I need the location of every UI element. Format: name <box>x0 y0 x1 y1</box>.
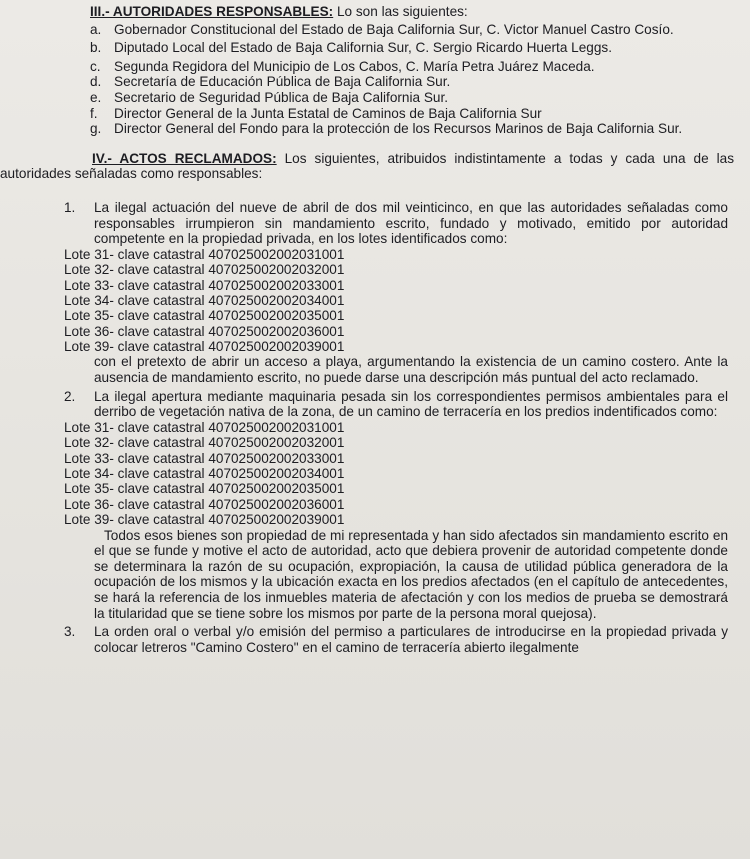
act-item <box>0 200 738 386</box>
authority-item <box>0 59 738 75</box>
act-text: La ilegal actuación del nueve de abril de dos mil veinticinco, en que las autoridades señaladas como responsables irrumpieron sin mandamiento escrito, fundado y motivado, emitido por autoridad competente en la propiedad privada, en los lotes identificados como: <box>94 199 728 247</box>
list-marker: d. <box>90 74 102 90</box>
act-followup-text: con el pretexto de abrir un acceso a playa, argumentando la existencia de un camino costero. Ante la ausencia de mandamiento escrito, no puede darse una descripción más puntual del acto reclamado. <box>94 354 728 386</box>
list-marker: 1. <box>64 199 76 215</box>
acts-list <box>0 200 738 655</box>
lote-entry: Lote 31- clave catastral 407025002002031001 <box>64 246 345 262</box>
lote-entry: Lote 35- clave catastral 407025002002035001 <box>64 481 345 497</box>
authority-text: Secretario de Seguridad Pública de Baja California Sur. <box>114 89 449 105</box>
authorities-list <box>0 22 738 137</box>
list-marker: e. <box>90 89 102 105</box>
lote-entry: Lote 35- clave catastral 407025002002035001 <box>64 308 345 324</box>
section-3-heading: III.- AUTORIDADES RESPONSABLES: <box>90 4 334 19</box>
lote-entry: Lote 32- clave catastral 407025002002032001 <box>64 262 345 278</box>
act-text: La ilegal apertura mediante maquinaria pesada sin los correspondientes permisos ambientales para el derribo de vegetación nativa de la zona, de un camino de terracería en los predios indentificados como: <box>94 388 728 420</box>
list-marker: c. <box>90 58 101 74</box>
authority-item <box>0 106 738 122</box>
list-marker: a. <box>90 21 102 37</box>
act-item <box>0 389 738 621</box>
section-3-title <box>90 4 738 20</box>
lote-entry: Lote 36- clave catastral 407025002002036001 <box>64 323 345 339</box>
act-followup-text: Todos esos bienes son propiedad de mi representada y han sido afectados sin mandamiento escrito en el que se funde y motive el acto de autoridad, acto que debiera provenir de autoridad competente donde se determinara la razón de su ocupación, expropiación, la causa de utilidad pública generadora de la ocupación de los mismos y la ubicación exacta en los predios afectados (en el capítulo de antecedentes, se hará la referencia de los inmuebles materia de afectación y con los medios de prueba se demostrará la titularidad que se tiene sobre los mismos por parte de la persona moral quejosa). <box>94 527 728 621</box>
lote-entry: Lote 33- clave catastral 407025002002033001 <box>64 450 345 466</box>
lote-entry: Lote 39- clave catastral 407025002002039001 <box>64 339 345 355</box>
lote-entry: Lote 36- clave catastral 407025002002036001 <box>64 496 345 512</box>
act-item <box>0 624 738 655</box>
lote-entry: Lote 31- clave catastral 407025002002031001 <box>64 419 345 435</box>
list-marker: b. <box>90 40 102 56</box>
section-3-intro: Lo son las siguientes: <box>333 4 468 19</box>
lote-entry: Lote 33- clave catastral 407025002002033001 <box>64 277 345 293</box>
list-marker: g. <box>90 121 102 137</box>
authority-text: Secretaría de Educación Pública de Baja California Sur. <box>114 74 451 90</box>
document-body <box>0 4 738 658</box>
authority-item <box>0 40 738 56</box>
lote-entry: Lote 34- clave catastral 407025002002034001 <box>64 466 345 481</box>
section-4-title <box>0 151 738 182</box>
act-text: La orden oral o verbal y/o emisión del permiso a particulares de introducirse en la propiedad privada y colocar letreros "Camino Costero" en el camino de terracería abierto ilegalmente <box>94 624 728 655</box>
section-4-intro: Los siguientes, atribuidos indistintamente a todas y cada una de las autoridades señaladas como responsables: <box>0 150 734 182</box>
list-marker: f. <box>90 105 98 121</box>
authority-item <box>0 74 738 90</box>
authority-text: Segunda Regidora del Municipio de Los Cabos, C. María Petra Juárez Maceda. <box>114 58 595 74</box>
authority-item <box>0 90 738 106</box>
lotes-list <box>64 247 728 355</box>
section-4-heading: IV.- ACTOS RECLAMADOS: <box>92 150 277 166</box>
authority-text: Director General del Fondo para la protección de los Recursos Marinos de Baja California Sur. <box>114 121 683 137</box>
authority-text: Gobernador Constitucional del Estado de Baja California Sur, C. Victor Manuel Castro Cosío. <box>114 21 674 37</box>
lotes-list <box>64 420 728 528</box>
authority-text: Director General de la Junta Estatal de Caminos de Baja California Sur <box>114 105 542 121</box>
list-marker: 2. <box>64 388 76 404</box>
authority-item <box>0 22 738 38</box>
authority-item <box>0 121 738 137</box>
lote-entry: Lote 32- clave catastral 407025002002032001 <box>64 435 345 451</box>
lote-entry: Lote 39- clave catastral 407025002002039001 <box>64 512 345 528</box>
list-marker: 3. <box>64 624 76 640</box>
authority-text: Diputado Local del Estado de Baja California Sur, C. Sergio Ricardo Huerta Leggs. <box>114 40 612 56</box>
lote-entry: Lote 34- clave catastral 407025002002034001 <box>64 292 345 308</box>
